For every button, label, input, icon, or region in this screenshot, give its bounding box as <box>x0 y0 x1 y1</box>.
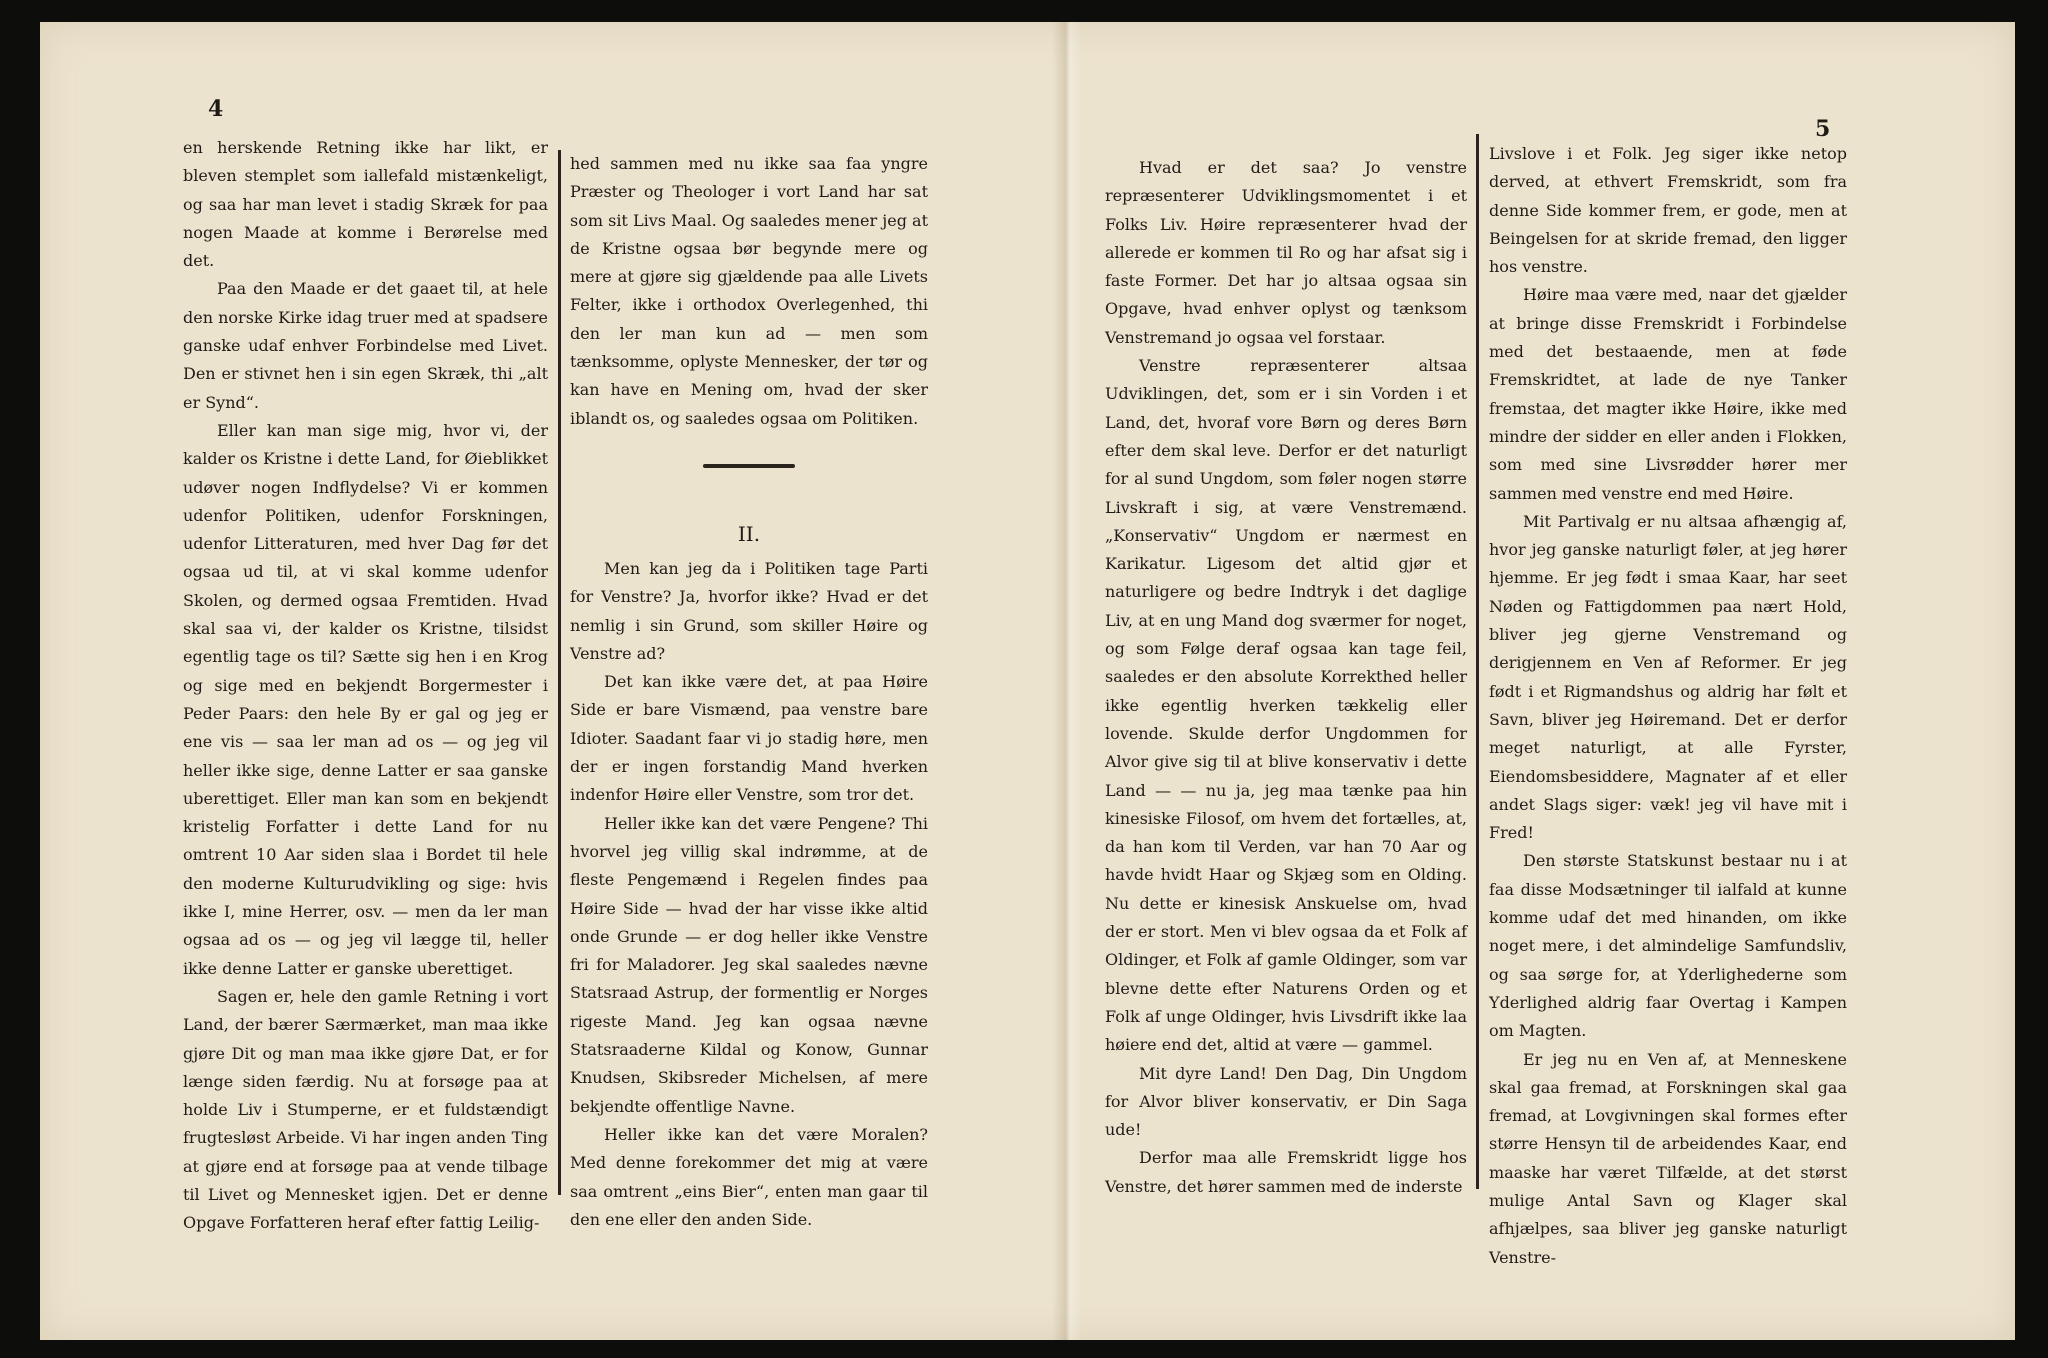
paragraph: Sagen er, hele den gamle Retning i vort Land, der bærer Særmærket, man maa ikke gjøre Dit og man maa ikke gjøre Dat, er for længe siden færdig. Nu at forsøge paa at holde Liv i Stumperne, er et fuldstændigt frugtesløst Arbeide. Vi har ingen anden Ting at gjøre end at forsøge paa at vende tilbage til Livet og Mennesket igjen. Det er denne Opgave Forfatteren heraf efter fattig Leilig- <box>183 986 548 1233</box>
paragraph: Heller ikke kan det være Pengene? Thi hvorvel jeg villig skal indrømme, at de fleste Pengemænd i Regelen findes paa Høire Side — hvad der har visse ikke altid onde Grunde — er dog heller ikke Venstre fri for Maladorer. Jeg skal saaledes nævne Statsraad Astrup, der formentlig er Norges rigeste Mand. Jeg kan ogsaa nævne Statsraaderne Kildal og Konow, Gunnar Knudsen, Skibsreder Michelsen, af mere bekjendte offentlige Navne. <box>570 813 928 1116</box>
paragraph: Heller ikke kan det være Moralen? Med denne forekommer det mig at være saa omtrent „eins Bier“, enten man gaar til den ene eller den anden Side. <box>570 1124 928 1229</box>
paragraph: Derfor maa alle Fremskridt ligge hos Venstre, det hører sammen med de inderste <box>1105 1148 1467 1196</box>
paragraph: hed sammen med nu ikke saa faa yngre Præster og Theologer i vort Land har sat som sit Livs Maal. Og saaledes mener jeg at de Kristne ogsaa bør begynde mere og mere at gjøre sig gjældende paa alle Livets Felter, ikke i orthodox Overlegenhed, thi den ler man kun ad — men som tænksomme, oplyste Mennesker, der tør og kan have en Mening om, hvad der sker iblandt os, og saaledes ogsaa om Politiken. <box>570 154 928 428</box>
right-page-column-2 <box>1489 140 1847 1272</box>
paragraph: Er jeg nu en Ven af, at Menneskene skal gaa fremad, at Forskningen skal gaa fremad, at Lovgivningen skal formes efter større Hensyn til de arbeidendes Kaar, end maaske har været Tilfælde, at det størst mulige Antal Savn og Klager skal afhjælpes, saa bliver jeg ganske naturligt Venstre- <box>1489 1049 1847 1267</box>
paragraph: Høire maa være med, naar det gjælder at bringe disse Fremskridt i Forbindelse med det bestaaende, men at føde Fremskridtet, at lade de nye Tanker fremstaa, det magter ikke Høire, ikke med mindre der sidder en eller anden i Flokken, som med sine Livsrødder hører mer sammen med venstre end med Høire. <box>1489 285 1847 503</box>
left-page-column-2-continued <box>570 555 928 1234</box>
left-page-column-1 <box>183 134 548 1238</box>
paragraph: Eller kan man sige mig, hvor vi, der kalder os Kristne i dette Land, for Øieblikket udøver nogen Indflydelse? Vi er kommen udenfor Politiken, udenfor Forskningen, udenfor Litteraturen, med hver Dag før det ogsaa ud til, at vi skal komme udenfor Skolen, og dermed ogsaa Fremtiden. Hvad skal saa vi, der kalder os Kristne, tilsidst egentlig tage os til? Sætte sig hen i en Krog og sige med en bekjendt Borgermester i Peder Paars: den hele By er gal og jeg er ene vis — saa ler man ad os — og jeg vil heller ikke sige, denne Latter er saa ganske uberettiget. Eller man kan som en bekjendt kristelig Forfatter i dette Land for nu omtrent 10 Aar siden slaa i Bordet til hele den moderne Kulturudvikling og sige: hvis ikke I, mine Herrer, osv. — men da ler man ogsaa ad os — og jeg vil lægge til, heller ikke denne Latter er ganske uberettiget. <box>183 420 548 978</box>
paragraph: Den største Statskunst bestaar nu i at faa disse Modsætninger til ialfald at kunne komme udaf det med hinanden, om ikke noget mere, i det almindelige Samfundsliv, og saa sørge for, at Yderlighederne som Yderlighed aldrig faar Overtag i Kampen om Magten. <box>1489 851 1847 1041</box>
paragraph: Livslove i et Folk. Jeg siger ikke netop derved, at ethvert Fremskridt, som fra denne Side kommer frem, er gode, men at Beingelsen for at skride fremad, den ligger hos venstre. <box>1489 144 1847 277</box>
paragraph: Paa den Maade er det gaaet til, at hele den norske Kirke idag truer med at spadsere ganske udaf enhver Forbindelse med Livet. Den er stivnet hen i sin egen Skræk, thi „alt er Synd“. <box>183 279 548 412</box>
page-number-left: 4 <box>208 96 224 122</box>
paragraph: Det kan ikke være det, at paa Høire Side er bare Vismænd, paa venstre bare Idioter. Saadant faar vi jo stadig høre, men der er ingen forstandig Mand hverken indenfor Høire eller Venstre, som tror det. <box>570 672 928 805</box>
paragraph: Venstre repræsenterer altsaa Udviklingen, det, som er i sin Vorden i et Land, det, hvoraf vore Børn og deres Børn efter dem skal leve. Derfor er det naturligt for al sund Ungdom, som føler nogen større Livskraft i sig, at være Venstremænd. „Konservativ“ Ungdom er nærmest en Karikatur. Ligesom det altid gjør et naturligere og bedre Indtryk i det daglige Liv, at en ung Mand dog sværmer for noget, og som Følge deraf ogsaa kan tage feil, saaledes er den absolute Korrekthed heller ikke egentlig hverken tækkelig eller lovende. Skulde derfor Ungdommen for Alvor give sig til at blive konservativ i dette Land — — nu ja, jeg maa tænke paa hin kinesiske Filosof, om hvem det fortælles, at, da han kom til Verden, var han 70 Aar og havde hvidt Haar og Skjæg som en Olding. Nu dette er kinesisk Anskuelse om, hvad der er stort. Men vi blev ogsaa da et Folk af Oldinger, et Folk af gamle Oldinger, som var blevne dette efter Naturens Orden og et Folk af unge Oldinger, hvis Livsdrift ikke laa høiere end det, altid at være — gammel. <box>1105 356 1467 1055</box>
paragraph: Hvad er det saa? Jo venstre repræsenterer Udviklingsmomentet i et Folks Liv. Høire repræsenterer hvad der allerede er kommen til Ro og har afsat sig i faste Former. Det har jo altsaa ogsaa sin Opgave, hvad enhver oplyst og tænksom Venstremand jo ogsaa vel forstaar. <box>1105 158 1467 347</box>
paragraph: Men kan jeg da i Politiken tage Parti for Venstre? Ja, hvorfor ikke? Hvad er det nemlig i sin Grund, som skiller Høire og Venstre ad? <box>570 559 928 663</box>
column-rule-left <box>558 150 561 1195</box>
center-fold <box>1052 22 1082 1340</box>
paragraph: Mit Partivalg er nu altsaa afhængig af, hvor jeg ganske naturligt føler, at jeg hører hjemme. Er jeg født i smaa Kaar, har seet Nøden og Fattigdommen paa nært Hold, bliver jeg gjerne Venstremand og derigjennem en Ven af Reformer. Er jeg født i et Rigmandshus og aldrig har følt et Savn, bliver jeg Høiremand. Det er derfor meget naturligt, at alle Fyrster, Eiendomsbesiddere, Magnater af et eller andet Slags siger: væk! jeg vil have mit i Fred! <box>1489 511 1847 843</box>
section-ornament <box>703 464 795 468</box>
paragraph: Mit dyre Land! Den Dag, Din Ungdom for Alvor bliver konservativ, er Din Saga ude! <box>1105 1063 1467 1140</box>
paragraph: en herskende Retning ikke har likt, er bleven stemplet som iallefald mistænkeligt, og saa har man levet i stadig Skræk for paa nogen Maade at komme i Berørelse med det. <box>183 138 548 271</box>
left-page-column-2 <box>570 150 928 433</box>
section-heading: II. <box>737 522 761 546</box>
column-rule-right <box>1476 134 1479 1189</box>
right-page-column-1 <box>1105 154 1467 1201</box>
page-number-right: 5 <box>1815 116 1831 142</box>
